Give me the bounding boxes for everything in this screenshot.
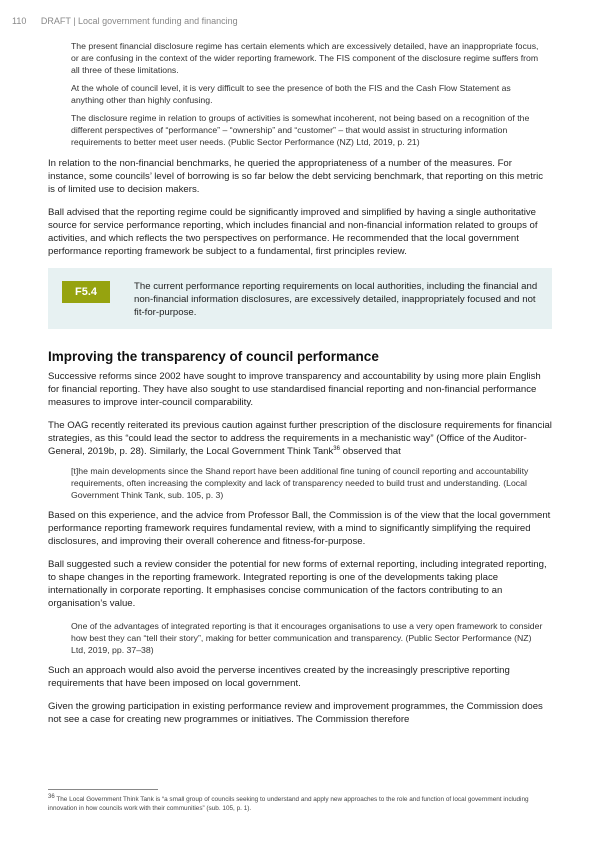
footnote-divider: [48, 789, 158, 790]
running-title: DRAFT | Local government funding and financing: [40, 16, 238, 26]
body-paragraph: Ball suggested such a review consider the potential for new forms of external reporting, including integrated reporting, to shape changes in the reporting framework. Integrated reporting is one of the developments taking place internationally in corporate reporting. It emphasises concise communication of the factors contributing to an organisation’s value.: [48, 559, 547, 609]
page-number: 110: [12, 16, 27, 26]
body-paragraph: Such an approach would also avoid the perverse incentives created by the increasingly prescriptive reporting requirements that have been imposed on local government.: [48, 665, 510, 689]
body-paragraph: Ball advised that the reporting regime could be significantly improved and simplified by having a single authoritative source for service performance reporting, which includes financial and non-financial information related to groups of activities, and which reflects the two perspectives on performance. He recommended that the local government performance reporting framework be subject to a fundamental, first principles review.: [48, 207, 538, 257]
body-text-continued: observed that: [339, 446, 401, 457]
quote-paragraph: One of the advantages of integrated reporting is that it encourages organisations to use a very open framework to consider how best they can “tell their story”, making for better communication and transparency. (Public Sector Performance (NZ) Ltd, 2019, pp. 37–38): [71, 621, 543, 655]
main-content: [48, 40, 552, 736]
quote-paragraph: The disclosure regime in relation to groups of activities is somewhat incoherent, not being based on a recognition of the different perspectives of “performance” – “ownership” and “customer” – that would assist in structuring information requirements to better meet user needs. (Public Sector Performance (NZ) Ltd, 2019, p. 21): [71, 113, 530, 147]
finding-box: [48, 268, 552, 329]
finding-label: F5.4: [62, 281, 110, 303]
footnote-marker: 36: [48, 793, 55, 800]
quote-paragraph: The present financial disclosure regime has certain elements which are excessively detailed, have an inappropriate focus, or are confusing in the context of the wider reporting framework. The FIS component of the disclosure regime suffers from all three of these limitations.: [71, 41, 539, 75]
body-paragraph: In relation to the non-financial benchmarks, he queried the appropriateness of a number of the measures. For instance, some councils’ level of borrowing is so far below the debt servicing benchmark, that reporting on this metric is of limited use to decision makers.: [48, 158, 544, 195]
body-paragraph: Based on this experience, and the advice from Professor Ball, the Commission is of the view that the local government performance reporting framework requires fundamental review, with a mind to significantly simplifying the required disclosures, and improving their overall coherence and fitness-for-purpose.: [48, 510, 551, 547]
body-text: The OAG recently reiterated its previous caution against further prescription of the disclosure requirements for financial strategies, as this “could lead the sector to address the requirements in a mechanistic way” (Office of the Auditor-General, 2019b, p. 28). Similarly, the Local Government Think Tank: [48, 420, 552, 457]
footnote-text: The Local Government Think Tank is “a small group of councils seeking to understand and apply new approaches to the role and function of local government including innovation in how councils work with their communities” (sub. 105, p. 1).: [48, 796, 529, 812]
footnote-reference: 36: [333, 445, 340, 452]
body-paragraph: Successive reforms since 2002 have sought to improve transparency and accountability by using more plain English for financial reporting. They have also sought to use standardised financial reporting and non-financial performance measures to improve inter-council comparability.: [48, 371, 541, 408]
quote-paragraph: At the whole of council level, it is very difficult to see the presence of both the FIS and the Cash Flow Statement as anything other than highly confusing.: [71, 83, 511, 105]
body-paragraph: [48, 419, 552, 458]
body-paragraph: Given the growing participation in existing performance review and improvement programmes, the Commission does not see a case for creating new programmes or initiatives. The Commission therefore: [48, 701, 543, 725]
quote-paragraph: [t]he main developments since the Shand report have been additional fine tuning of council reporting and accountability requirements, often increasing the complexity and lack of transparency needed to build trust and understanding. (Local Government Think Tank, sub. 105, p. 3): [71, 466, 529, 500]
footnote: [48, 793, 553, 813]
running-header: [12, 16, 238, 26]
section-heading: Improving the transparency of council performance: [48, 349, 379, 364]
finding-text: The current performance reporting requirements on local authorities, including the financial and non-financial information disclosures, are excessively detailed, inappropriately focused and not fit-for-purpose.: [134, 281, 538, 318]
